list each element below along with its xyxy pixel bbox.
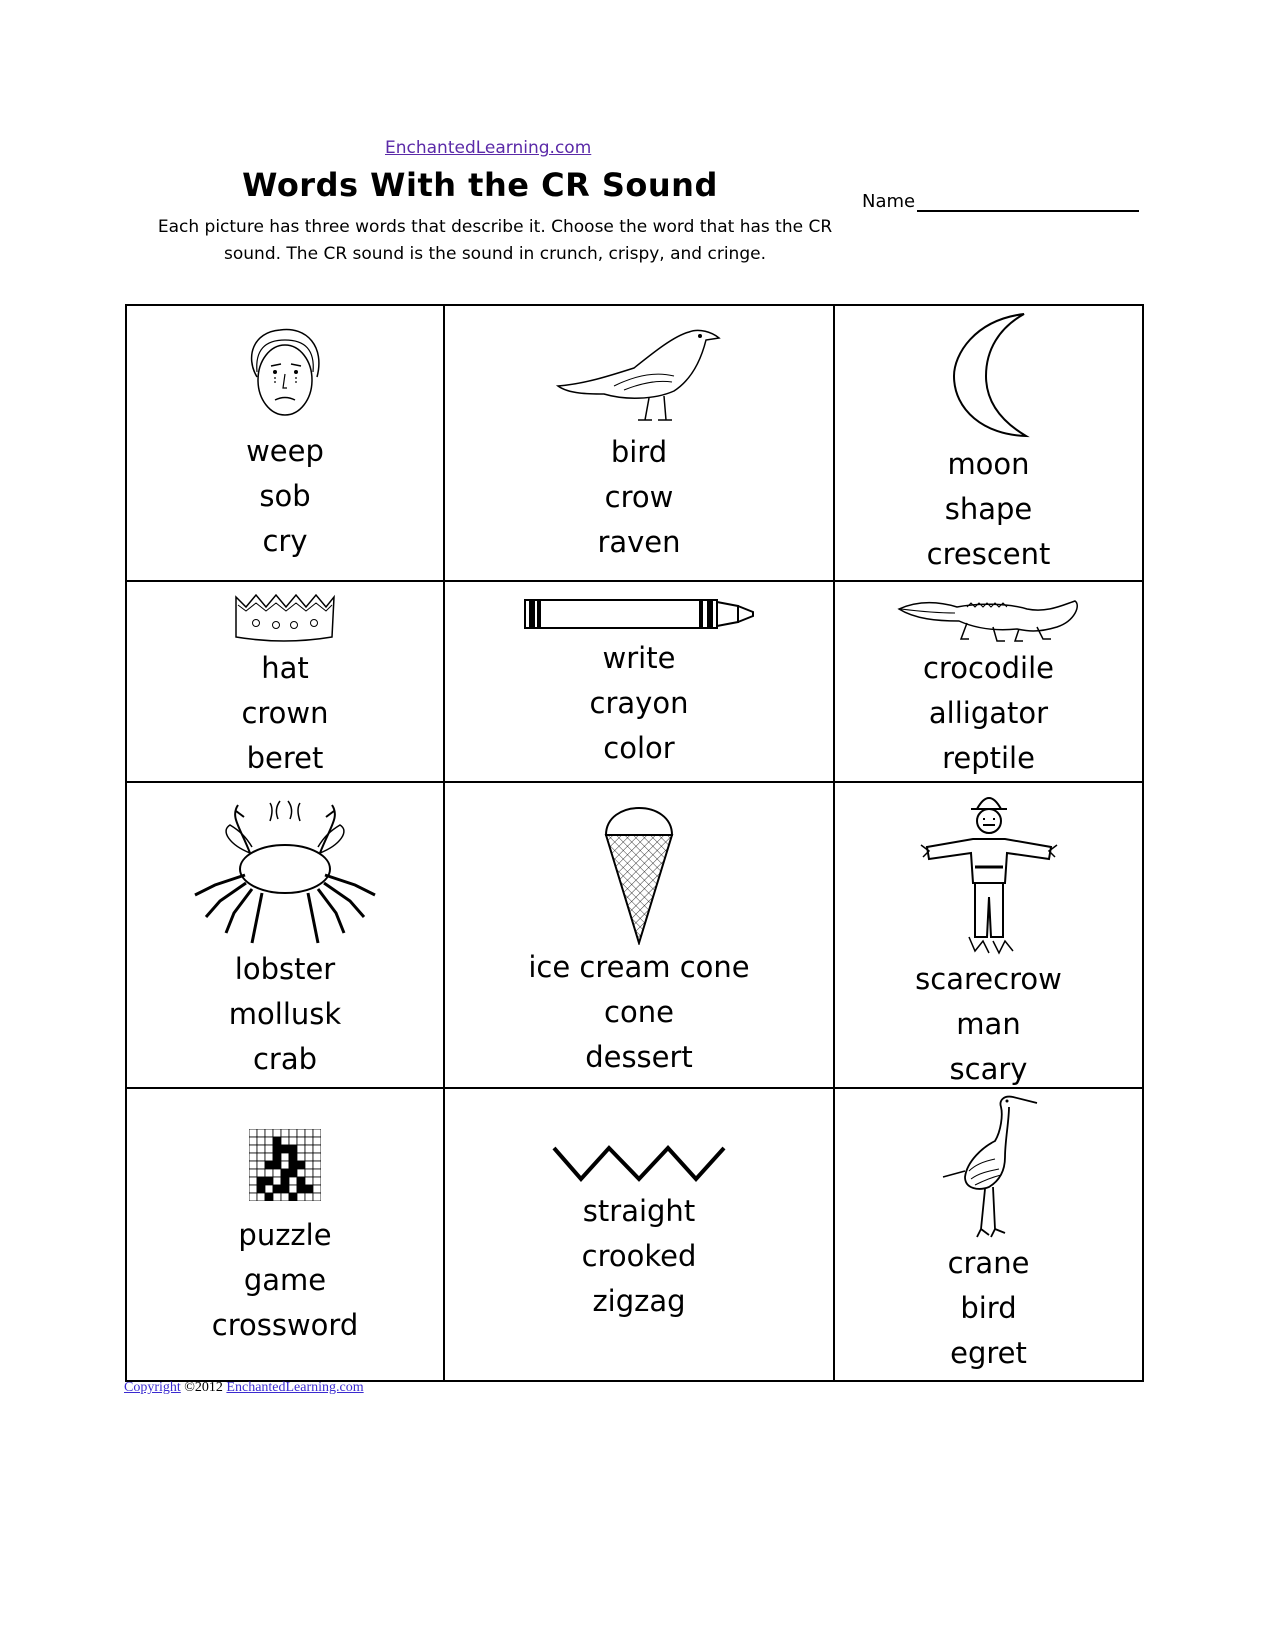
crossword-square: [305, 1161, 313, 1169]
crossword-square: [257, 1153, 265, 1161]
footer: [124, 1380, 364, 1396]
crossword-square: [265, 1137, 273, 1145]
crying-face-icon: [235, 320, 335, 423]
crossword-square: [289, 1137, 297, 1145]
word-option: reptile: [942, 741, 1035, 775]
crossword-square: [265, 1193, 273, 1201]
crossword-square: [281, 1169, 289, 1177]
crossword-square: [265, 1161, 273, 1169]
word-option: alligator: [928, 696, 1049, 730]
word-option: straight: [582, 1194, 696, 1228]
crossword-square: [249, 1185, 257, 1193]
zigzag-icon: [551, 1145, 727, 1183]
crossword-square: [273, 1153, 281, 1161]
word-option: weep: [246, 434, 324, 468]
page-title: Words With the CR Sound: [242, 166, 718, 204]
crossword-square: [289, 1161, 297, 1169]
crayon-icon: [523, 596, 755, 632]
crossword-square: [297, 1129, 305, 1137]
crossword-square: [265, 1169, 273, 1177]
crossword-square: [249, 1129, 257, 1137]
word-option: crocodile: [922, 651, 1055, 685]
word-option: crooked: [581, 1239, 697, 1273]
crossword-square: [249, 1177, 257, 1185]
word-option: crab: [252, 1042, 318, 1076]
crossword-square: [289, 1145, 297, 1153]
crossword-square: [249, 1137, 257, 1145]
word-option: beret: [246, 741, 324, 775]
crossword-square: [289, 1177, 297, 1185]
crossword-square: [257, 1161, 265, 1169]
crossword-square: [297, 1177, 305, 1185]
crossword-square: [257, 1129, 265, 1137]
name-label: Name: [862, 191, 916, 212]
crossword-square: [257, 1177, 265, 1185]
crossword-square: [249, 1145, 257, 1153]
crossword-icon: [249, 1129, 321, 1201]
crossword-square: [265, 1129, 273, 1137]
crossword-square: [305, 1145, 313, 1153]
word-option: color: [603, 731, 675, 765]
cell-crescent: [835, 306, 1142, 582]
crossword-square: [297, 1169, 305, 1177]
word-option: raven: [597, 525, 681, 559]
cell-crayon: [445, 582, 835, 783]
crossword-square: [305, 1153, 313, 1161]
crossword-square: [265, 1153, 273, 1161]
cell-crocodile: [835, 582, 1142, 783]
crescent-moon-icon: [944, 310, 1034, 440]
crossword-square: [257, 1185, 265, 1193]
crossword-square: [305, 1137, 313, 1145]
cell-crane: [835, 1089, 1142, 1380]
word-option: write: [602, 641, 676, 675]
cell-ice-cream: [445, 783, 835, 1089]
word-option: dessert: [585, 1040, 693, 1074]
word-option: cone: [604, 995, 674, 1029]
word-option: mollusk: [228, 997, 342, 1031]
word-option: lobster: [234, 952, 336, 986]
scarecrow-icon: [919, 787, 1059, 957]
crossword-square: [305, 1129, 313, 1137]
crocodile-icon: [897, 590, 1081, 646]
crossword-square: [281, 1177, 289, 1185]
cell-crow: [445, 306, 835, 582]
crane-icon: [939, 1091, 1039, 1241]
crossword-square: [297, 1193, 305, 1201]
word-option: man: [956, 1007, 1021, 1041]
cell-crab: [127, 783, 445, 1089]
crossword-square: [273, 1169, 281, 1177]
crossword-square: [313, 1193, 321, 1201]
crossword-square: [281, 1129, 289, 1137]
word-option: game: [243, 1263, 327, 1297]
crossword-square: [313, 1153, 321, 1161]
crow-icon: [554, 316, 724, 426]
crown-icon: [232, 588, 338, 644]
crossword-square: [249, 1153, 257, 1161]
crossword-square: [313, 1137, 321, 1145]
crossword-square: [265, 1185, 273, 1193]
word-option: scarecrow: [915, 962, 1062, 996]
cell-scarecrow: [835, 783, 1142, 1089]
crossword-square: [273, 1137, 281, 1145]
crossword-square: [273, 1193, 281, 1201]
copyright-year: ©2012: [184, 1380, 223, 1395]
word-option: hat: [261, 651, 309, 685]
word-option: sob: [259, 479, 311, 513]
crossword-square: [273, 1161, 281, 1169]
word-option: crayon: [589, 686, 689, 720]
crossword-square: [297, 1145, 305, 1153]
word-option: puzzle: [238, 1218, 332, 1252]
footer-site-link[interactable]: EnchantedLearning.com: [226, 1380, 364, 1395]
crossword-square: [281, 1185, 289, 1193]
crossword-square: [305, 1185, 313, 1193]
crossword-square: [305, 1169, 313, 1177]
crossword-square: [313, 1129, 321, 1137]
crossword-square: [273, 1177, 281, 1185]
crossword-square: [281, 1153, 289, 1161]
crossword-square: [297, 1137, 305, 1145]
ice-cream-cone-icon: [602, 795, 676, 945]
crossword-square: [257, 1169, 265, 1177]
crossword-square: [289, 1129, 297, 1137]
instructions: Each picture has three words that describe it. Choose the word that has the CR sound. The CR sound is the sound in crunch, crispy, and cringe.: [157, 217, 833, 264]
word-option: cry: [262, 524, 308, 558]
word-option: crow: [604, 480, 674, 514]
crossword-square: [297, 1161, 305, 1169]
word-option: ice cream cone: [528, 950, 750, 984]
crossword-square: [289, 1153, 297, 1161]
crossword-square: [281, 1161, 289, 1169]
crossword-square: [289, 1193, 297, 1201]
crossword-square: [297, 1185, 305, 1193]
cell-cry: [127, 306, 445, 582]
worksheet-grid: [125, 304, 1144, 1382]
copyright-link[interactable]: Copyright: [124, 1380, 181, 1395]
crossword-square: [281, 1193, 289, 1201]
crossword-square: [265, 1145, 273, 1153]
word-option: scary: [949, 1052, 1028, 1086]
crossword-square: [273, 1185, 281, 1193]
word-option: crane: [947, 1246, 1030, 1280]
cell-crossword: [127, 1089, 445, 1380]
crossword-square: [249, 1161, 257, 1169]
word-option: egret: [950, 1336, 1027, 1370]
crossword-square: [265, 1177, 273, 1185]
word-option: bird: [610, 435, 668, 469]
word-option: bird: [960, 1291, 1017, 1325]
word-option: crown: [241, 696, 329, 730]
crossword-square: [257, 1137, 265, 1145]
crossword-square: [273, 1129, 281, 1137]
crossword-square: [305, 1177, 313, 1185]
crab-icon: [190, 797, 380, 947]
crossword-square: [305, 1193, 313, 1201]
crossword-square: [249, 1169, 257, 1177]
crossword-square: [249, 1193, 257, 1201]
crossword-square: [313, 1145, 321, 1153]
crossword-square: [313, 1161, 321, 1169]
cell-zigzag: [445, 1089, 835, 1380]
name-field: [862, 191, 1139, 212]
crossword-square: [313, 1169, 321, 1177]
crossword-square: [289, 1169, 297, 1177]
crossword-square: [281, 1145, 289, 1153]
crossword-square: [257, 1193, 265, 1201]
cell-crown: [127, 582, 445, 783]
site-link[interactable]: EnchantedLearning.com: [385, 138, 592, 158]
crossword-square: [273, 1145, 281, 1153]
crossword-square: [313, 1185, 321, 1193]
word-option: crossword: [211, 1308, 359, 1342]
name-blank-line: [917, 192, 1139, 212]
crossword-square: [289, 1185, 297, 1193]
crossword-square: [313, 1177, 321, 1185]
word-option: crescent: [926, 537, 1051, 571]
word-option: zigzag: [592, 1284, 686, 1318]
crossword-square: [297, 1153, 305, 1161]
word-option: moon: [947, 447, 1030, 481]
word-option: shape: [944, 492, 1033, 526]
crossword-square: [257, 1145, 265, 1153]
crossword-square: [281, 1137, 289, 1145]
